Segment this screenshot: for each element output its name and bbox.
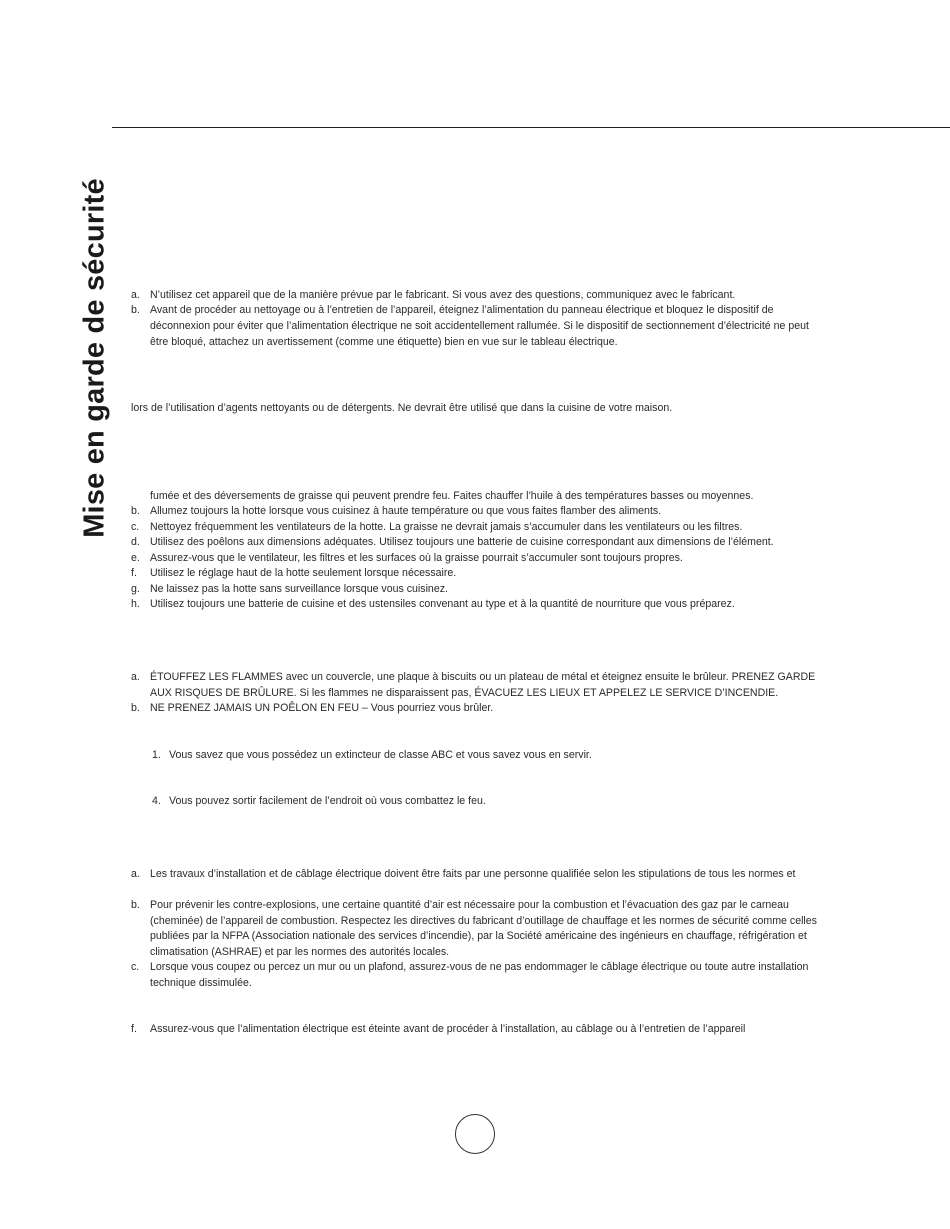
- list-item-text: climatisation (ASHRAE) et par les normes des autorités locales.: [150, 946, 450, 958]
- list-item-text: Utilisez des poêlons aux dimensions adéquates. Utilisez toujours une batterie de cuisine correspondant aux dimensions de l’élément.: [150, 536, 774, 548]
- list-marker: 1.: [152, 749, 161, 761]
- list-item-text: publiées par la NFPA (Association nationale des services d’incendie), par la Société américaine des ingénieurs en chauffage, réfrigération et: [150, 930, 807, 942]
- section-side-title: Mise en garde de sécurité: [78, 178, 111, 538]
- list-marker: f.: [131, 1023, 137, 1035]
- list-item-text: Vous savez que vous possédez un extincteur de classe ABC et vous savez vous en servir.: [169, 749, 592, 761]
- list-marker: a.: [131, 868, 140, 880]
- list-item-text: Lorsque vous coupez ou percez un mur ou un plafond, assurez-vous de ne pas endommager le câblage électrique ou toute autre installation: [150, 961, 809, 973]
- list-marker: b.: [131, 899, 140, 911]
- list-marker: f.: [131, 567, 137, 579]
- list-marker: c.: [131, 521, 140, 533]
- list-item-text: Utilisez toujours une batterie de cuisine et des ustensiles convenant au type et à la quantité de nourriture que vous préparez.: [150, 598, 735, 610]
- list-item-text: Vous pouvez sortir facilement de l’endroit où vous combattez le feu.: [169, 795, 486, 807]
- list-item-text: être bloqué, attachez un avertissement (comme une étiquette) bien en vue sur le tableau électrique.: [150, 336, 618, 348]
- list-item-text: Avant de procéder au nettoyage ou à l’entretien de l’appareil, éteignez l’alimentation du panneau électrique et bloquez le dispositif de: [150, 304, 774, 316]
- list-marker: b.: [131, 505, 140, 517]
- list-item-text: Pour prévenir les contre-explosions, une certaine quantité d’air est nécessaire pour la combustion et l’évacuation des gaz par le carneau: [150, 899, 789, 911]
- list-item-text: NE PRENEZ JAMAIS UN POÊLON EN FEU – Vous pourriez vous brûler.: [150, 702, 494, 714]
- list-marker: g.: [131, 583, 140, 595]
- list-item-text: Allumez toujours la hotte lorsque vous cuisinez à haute température ou que vous faites flamber des aliments.: [150, 505, 662, 517]
- list-item-text: fumée et des déversements de graisse qui peuvent prendre feu. Faites chauffer l’huile à des températures basses ou moyennes.: [150, 490, 754, 502]
- list-item-text: (cheminée) de l’appareil de combustion. Respectez les directives du fabricant d’outillage de chauffage et les normes de sécurité comme celles: [150, 915, 817, 927]
- list-item-text: Ne laissez pas la hotte sans surveillance lorsque vous cuisinez.: [150, 583, 448, 595]
- paragraph-usage: lors de l’utilisation d’agents nettoyants ou de détergents. Ne devrait être utilisé que dans la cuisine de votre maison.: [131, 402, 673, 414]
- list-marker: 4.: [152, 795, 161, 807]
- header-rule: [112, 127, 950, 128]
- list-marker: e.: [131, 552, 140, 564]
- list-marker: a.: [131, 289, 140, 301]
- list-item-text: AUX RISQUES DE BRÛLURE. Si les flammes ne disparaissent pas, ÉVACUEZ LES LIEUX ET APPELEZ LE SERVICE D’INCENDIE.: [150, 687, 779, 699]
- list-marker: a.: [131, 671, 140, 683]
- list-item-text: technique dissimulée.: [150, 977, 252, 989]
- list-item-text: Assurez-vous que l’alimentation électrique est éteinte avant de procéder à l’installation, au câblage ou à l’entretien de l’appareil: [150, 1023, 746, 1035]
- list-marker: d.: [131, 536, 140, 548]
- list-item-text: déconnexion pour éviter que l’alimentation électrique ne soit accidentellement rallumée. Si le dispositif de sectionnement d’électricité ne peut: [150, 320, 809, 332]
- list-marker: b.: [131, 304, 140, 316]
- list-item-text: Utilisez le réglage haut de la hotte seulement lorsque nécessaire.: [150, 567, 457, 579]
- page-number-circle: [455, 1114, 495, 1154]
- list-item-text: Les travaux d’installation et de câblage électrique doivent être faits par une personne qualifiée selon les stipulations de tous les normes et: [150, 868, 796, 880]
- list-marker: c.: [131, 961, 140, 973]
- list-item-text: Assurez-vous que le ventilateur, les filtres et les surfaces où la graisse pourrait s’accumuler sont toujours propres.: [150, 552, 683, 564]
- list-marker: b.: [131, 702, 140, 714]
- list-item-text: ÉTOUFFEZ LES FLAMMES avec un couvercle, une plaque à biscuits ou un plateau de métal et éteignez ensuite le brûleur. PRENEZ GARDE: [150, 671, 816, 683]
- list-item-text: N’utilisez cet appareil que de la manière prévue par le fabricant. Si vous avez des questions, communiquez avec le fabricant.: [150, 289, 736, 301]
- list-marker: h.: [131, 598, 140, 610]
- list-item-text: Nettoyez fréquemment les ventilateurs de la hotte. La graisse ne devrait jamais s’accumuler dans les ventilateurs ou les filtres.: [150, 521, 743, 533]
